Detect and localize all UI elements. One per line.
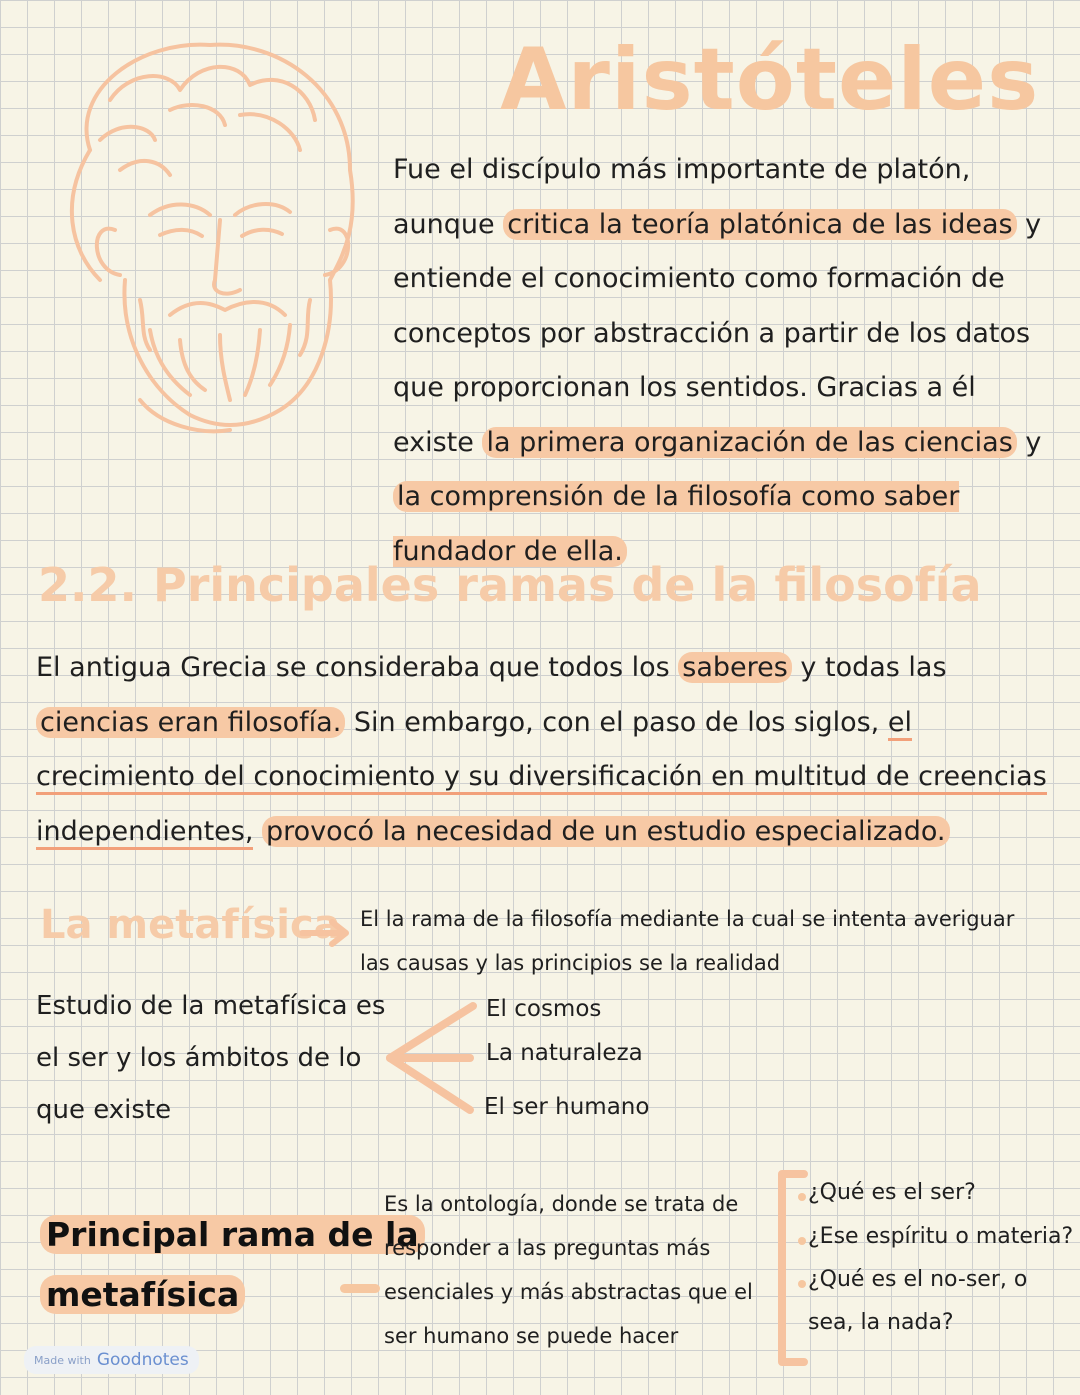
- history-text: Sin embargo, con el paso de los siglos,: [345, 706, 888, 738]
- metaphysics-definition: El la rama de la filosofía mediante la cual se intenta averiguar las causas y las principios se la realidad: [360, 907, 1015, 975]
- intro-highlight: la comprensión de la filosofía como saber fundador de ella.: [393, 481, 960, 567]
- history-paragraph: [36, 641, 1066, 859]
- history-text: [253, 816, 262, 847]
- metaphysics-title: La metafísica: [40, 902, 341, 948]
- arrow-right-icon: [300, 918, 352, 948]
- history-text: El antigua Grecia se consideraba que todos los: [36, 652, 679, 683]
- branch-item: El cosmos: [486, 996, 602, 1022]
- intro-highlight: la primera organización de las ciencias: [482, 427, 1016, 458]
- question-item: sea, la nada?: [808, 1310, 954, 1335]
- connector-dash: [340, 1284, 380, 1293]
- ontology-description: Es la ontología, donde se trata de responder a las preguntas más esenciales y más abstractas que el ser humano se puede hacer: [384, 1192, 753, 1348]
- section-heading: 2.2. Principales ramas de la filosofía: [38, 558, 982, 612]
- principal-label-line: Principal rama de la: [40, 1215, 425, 1254]
- badge-brand: Goodnotes: [96, 1350, 189, 1370]
- intro-text: Fue el discípulo más importante de platón, aunque: [393, 154, 971, 240]
- aristotle-portrait: [30, 30, 370, 440]
- badge-prefix: Made with: [34, 1353, 91, 1367]
- question-item: ¿Qué es el ser?: [808, 1180, 976, 1205]
- question-item: ¿Qué es el no-ser, o: [808, 1267, 1028, 1292]
- intro-paragraph: [393, 143, 1053, 579]
- history-highlight: saberes: [678, 652, 792, 683]
- intro-text: y: [1016, 426, 1042, 458]
- history-highlight: provocó la necesidad de un estudio especializado.: [262, 816, 949, 847]
- history-underline: el crecimiento del conocimiento y su diversificación en multitud de creencias independientes,: [36, 707, 1047, 850]
- metaphysics-study: Estudio de la metafísica es el ser y los ámbitos de lo que existe: [36, 991, 386, 1125]
- page-title: Aristóteles: [500, 30, 1040, 130]
- question-item: ¿Ese espíritu o materia?: [808, 1224, 1074, 1249]
- branch-arrow-icon: [378, 998, 478, 1120]
- intro-highlight: critica la teoría platónica de las ideas: [503, 209, 1016, 240]
- bullet-dot: [798, 1280, 806, 1288]
- intro-text: y entiende el conocimiento como formación de conceptos por abstracción a partir de los datos que proporcionan los sentidos. Gracias a él existe: [393, 208, 1042, 458]
- branch-item: El ser humano: [484, 1094, 650, 1120]
- branch-item: La naturaleza: [486, 1040, 643, 1066]
- history-text: y todas las: [791, 652, 947, 683]
- history-highlight: ciencias eran filosofía.: [36, 707, 345, 738]
- bullet-dot: [798, 1237, 806, 1245]
- goodnotes-badge: [24, 1346, 199, 1374]
- principal-label-line: metafísica: [40, 1275, 245, 1314]
- bullet-dot: [798, 1193, 806, 1201]
- principal-label: [40, 1205, 425, 1325]
